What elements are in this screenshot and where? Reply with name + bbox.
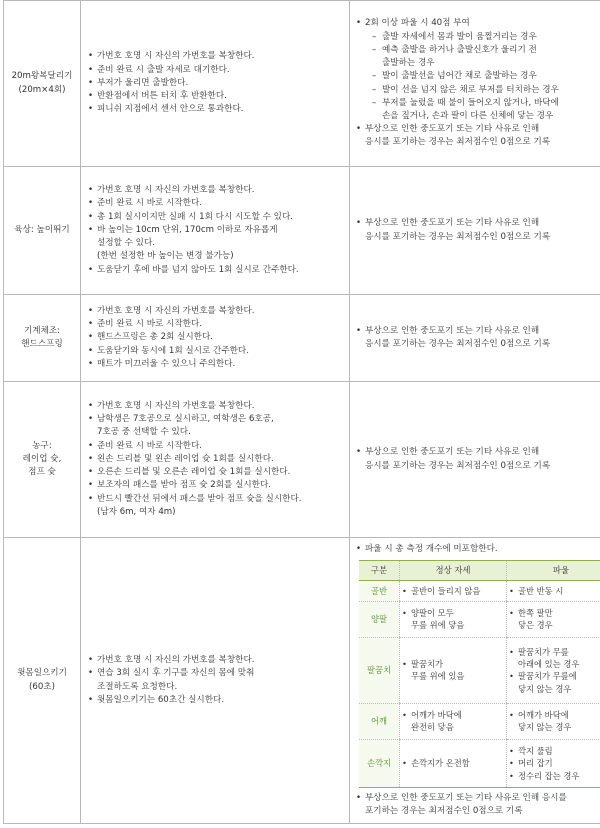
method-item: • 도움닫기 후에 바를 넘지 않아도 1회 실시로 간주한다. [88,264,345,277]
foul-cell: • 한쪽 팔만 닿은 경우 [507,601,600,637]
event-name: 기계체조: [23,325,61,336]
event-name: 20m왕복달리기 [11,71,73,82]
foul-table-header [359,560,600,580]
method-item: • 가번호 호명 시 자신의 가번호를 복창한다. [88,50,345,63]
method-item: • 준비 완료 시 바로 시작한다. [88,318,345,331]
method-item: • 남학생은 7호공으로 실시하고, 여학생은 6호공, 7호공 중 선택할 수 있다. [88,413,345,439]
part-label: 손깍지 [359,739,400,787]
injury-note: • 부상으로 인한 중도포기 또는 기타 사유로 인해 응시를 포기하는 경우는 최저점수인 0점으로 기록 [356,792,600,818]
foul-row-shoulder [359,703,600,739]
method-item: • 준비 완료 시 바로 시작한다. [88,197,345,210]
method-item: • 보조자의 패스를 받아 점프 슛 2회를 실시한다. [88,479,345,492]
deduction-item: – 발이 출발선을 넘어간 채로 출발하는 경우 [365,70,600,83]
method-item: • 준비 완료 시 출발 자세로 대기한다. [88,64,345,77]
deduction-cell [350,167,600,295]
event-name: 레이업 슛, [22,453,62,464]
header-foul: 파울 [507,560,600,580]
foul-row-pelvis [359,580,600,601]
foul-title: • 파울 시 총 측정 개수에 미포함한다. [356,543,600,556]
method-item: • 바 높이는 10cm 단위, 170cm 이하로 자유롭게 설정할 수 있다. (한번 설정한 바 높이는 변경 불가능) [88,224,345,264]
method-item: • 왼손 드리블 및 왼손 레이업 슛 1회를 실시한다. [88,453,345,466]
deduction-item: – 출발 자세에서 몸과 발이 움찔거리는 경우 [365,31,600,44]
deduction-item: – 발이 선을 넘지 않은 채로 부저를 터치하는 경우 [365,84,600,97]
method-cell [81,295,350,382]
foul-row-elbow [359,637,600,703]
deduction-item: – 부저를 눌렀을 때 불이 들어오지 않거나, 바닥에 손을 짚거나, 손과 팔이 다른 신체에 닿는 경우 [365,97,600,123]
table-row-handspring [4,295,600,382]
table-row-situps [4,538,600,824]
method-item: • 핸드스프링은 총 2회 실시한다. [88,331,345,344]
event-name: 점프 슛 [28,467,56,478]
deduction-cell [350,538,600,824]
method-item: • 도움닫기와 동시에 1회 실시로 간주한다. [88,345,345,358]
event-name: (20m×4회) [18,84,66,95]
deduction-cell [350,382,600,538]
table-row-high-jump [4,167,600,295]
foul-cell: • 골반 반동 시 [507,580,600,601]
foul-row-arms [359,601,600,637]
exam-rules-table [3,0,600,824]
method-cell [81,538,350,824]
method-item: • 오른손 드리블 및 오른손 레이업 슛 1회를 실시한다. [88,466,345,479]
event-cell [4,295,81,382]
method-cell [81,1,350,167]
normal-cell: • 손깍지가 온전함 [400,739,507,787]
foul-cell: • 깍지 풀림 • 머리 잡기 • 정수리 잡는 경우 [507,739,600,787]
part-label: 양팔 [359,601,400,637]
event-name: 육상: 높이뛰기 [14,224,70,235]
method-item: • 반드시 빨간선 뒤에서 패스를 받아 점프 슛을 실시한다. (남자 6m, 여자 4m) [88,493,345,519]
deduction-cell [350,1,600,167]
part-label: 팔꿈치 [359,637,400,703]
deduction-cell [350,295,600,382]
method-item: • 매트가 미끄러울 수 있으니 주의한다. [88,358,345,371]
deduction-item: – 예측 출발을 하거나 출발신호가 울리기 전 출발하는 경우 [365,44,600,70]
method-cell [81,382,350,538]
table-row-shuttle-run [4,1,600,167]
method-item: • 가번호 호명 시 자신의 가번호를 복창한다. [88,305,345,318]
table-row-basketball [4,382,600,538]
header-normal: 정상 자세 [400,560,507,580]
method-item: • 준비 완료 시 바로 시작한다. [88,440,345,453]
part-label: 어깨 [359,703,400,739]
deduction-title: 2회 이상 파울 시 40점 부여 [365,18,470,29]
foul-table [359,560,600,788]
method-item: • 가번호 호명 시 자신의 가번호를 복창한다. [88,654,345,667]
normal-cell: • 어깨가 바닥에 완전히 닿음 [400,703,507,739]
method-item: • 반환점에서 버튼 터치 후 반환한다. [88,90,345,103]
method-item: • 총 1회 실시이지만 실패 시 1회 다시 시도할 수 있다. [88,211,345,224]
normal-cell: • 팔꿈치가 무릎 위에 있음 [400,637,507,703]
injury-note: • 부상으로 인한 중도포기 또는 기타 사유로 인해 응시를 포기하는 경우는 최저점수인 0점으로 기록 [356,217,600,243]
normal-cell: • 양팔이 모두 무릎 위에 닿음 [400,601,507,637]
injury-note: • 부상으로 인한 중도포기 또는 기타 사유로 인해 응시를 포기하는 경우는 최저점수인 0점으로 기록 [356,123,600,149]
header-part: 구분 [359,560,400,580]
event-cell [4,538,81,824]
injury-note: • 부상으로 인한 중도포기 또는 기타 사유로 인해 응시를 포기하는 경우는 최저점수인 0점으로 기록 [356,325,600,351]
event-cell [4,1,81,167]
foul-cell: • 어깨가 바닥에 닿지 않는 경우 [507,703,600,739]
injury-note: • 부상으로 인한 중도포기 또는 기타 사유로 인해 응시를 포기하는 경우는 최저점수인 0점으로 기록 [356,446,600,472]
method-item: • 연습 3회 실시 후 기구를 자신의 몸에 맞춰 조절하도록 요청한다. [88,667,345,693]
event-name: 윗몸일으키기 [17,668,67,679]
event-name: 농구: [32,440,52,451]
event-cell [4,167,81,295]
method-item: • 피니쉬 지점에서 센서 안으로 통과한다. [88,103,345,116]
method-item: • 가번호 호명 시 자신의 가번호를 복창한다. [88,400,345,413]
method-cell [81,167,350,295]
event-name: 핸드스프링 [21,339,63,349]
method-item: • 부저가 울리면 출발한다. [88,77,345,90]
normal-cell: • 골반이 들리지 않음 [400,580,507,601]
event-name: (60초) [29,681,55,692]
foul-cell: • 팔꿈치가 무릎 아래에 있는 경우 • 팔꿈치가 무릎에 닿지 않는 경우 [507,637,600,703]
event-cell [4,382,81,538]
part-label: 골반 [359,580,400,601]
foul-row-hands [359,739,600,787]
method-item: • 윗몸일으키기는 60초간 실시한다. [88,694,345,707]
method-item: • 가번호 호명 시 자신의 가번호를 복창한다. [88,184,345,197]
